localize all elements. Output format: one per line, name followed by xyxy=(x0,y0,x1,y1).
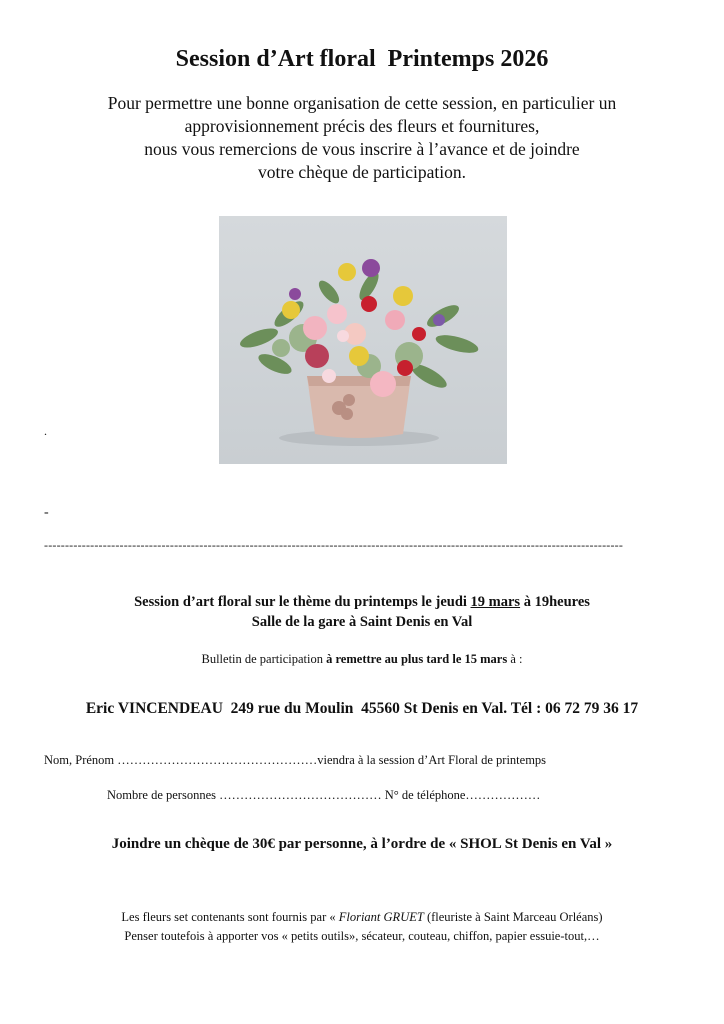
form-name-line: Nom, Prénom …………………………………………viendra à la session d’Art Floral de printemps xyxy=(44,753,547,767)
intro-line: approvisionnement précis des fleurs et fournitures, xyxy=(184,116,540,136)
session-details xyxy=(0,592,724,632)
bouquet-image xyxy=(219,216,507,464)
session-date: 19 mars xyxy=(470,594,521,610)
florist-name: Floriant GRUET xyxy=(338,910,424,924)
bulletin-suffix: à : xyxy=(507,652,523,666)
stray-dash: - xyxy=(44,505,49,520)
session-time: à 19heures xyxy=(520,594,590,610)
session-date-line xyxy=(0,592,724,612)
bouquet-photo xyxy=(219,216,507,464)
intro-line: Pour permettre une bonne organisation de cette session, en particulier un xyxy=(107,93,617,113)
footer-line-florist xyxy=(0,908,724,927)
contact-address: Eric VINCENDEAU 249 rue du Moulin 45560 St Denis en Val. Tél : 06 72 79 36 17 xyxy=(85,700,639,717)
footer-line-tools: Penser toutefois à apporter vos « petits outils», sécateur, couteau, chiffon, papier essuie-tout,… xyxy=(124,929,600,943)
cheque-instruction: Joindre un chèque de 30€ par personne, à l’ordre de « SHOL St Denis en Val » xyxy=(111,836,613,852)
bulletin-instruction xyxy=(0,652,724,667)
footer-text: (fleuriste à Saint Marceau Orléans) xyxy=(423,910,603,924)
stray-dot: . xyxy=(44,424,47,438)
bulletin-deadline: à remettre au plus tard le 15 mars xyxy=(326,652,508,666)
intro-line: votre chèque de participation. xyxy=(258,162,466,182)
intro-paragraph xyxy=(0,92,724,184)
bulletin-prefix: Bulletin de participation xyxy=(201,652,327,666)
intro-line: nous vous remercions de vous inscrire à l’avance et de joindre xyxy=(144,139,580,159)
session-location: Salle de la gare à Saint Denis en Val xyxy=(251,614,473,630)
page-title: Session d’Art floral Printemps 2026 xyxy=(175,46,549,72)
footer-text: Les fleurs set contenants sont fournis par « xyxy=(121,910,339,924)
form-count-phone-line: Nombre de personnes ………………………………… N° de téléphone……………… xyxy=(107,788,541,802)
session-line1-text: Session d’art floral sur le thème du printemps le jeudi xyxy=(134,594,471,610)
footer-note xyxy=(0,908,724,946)
cut-line-separator: ------------------------------------------------------------------------------------------------------------------------------------------ xyxy=(44,538,624,552)
